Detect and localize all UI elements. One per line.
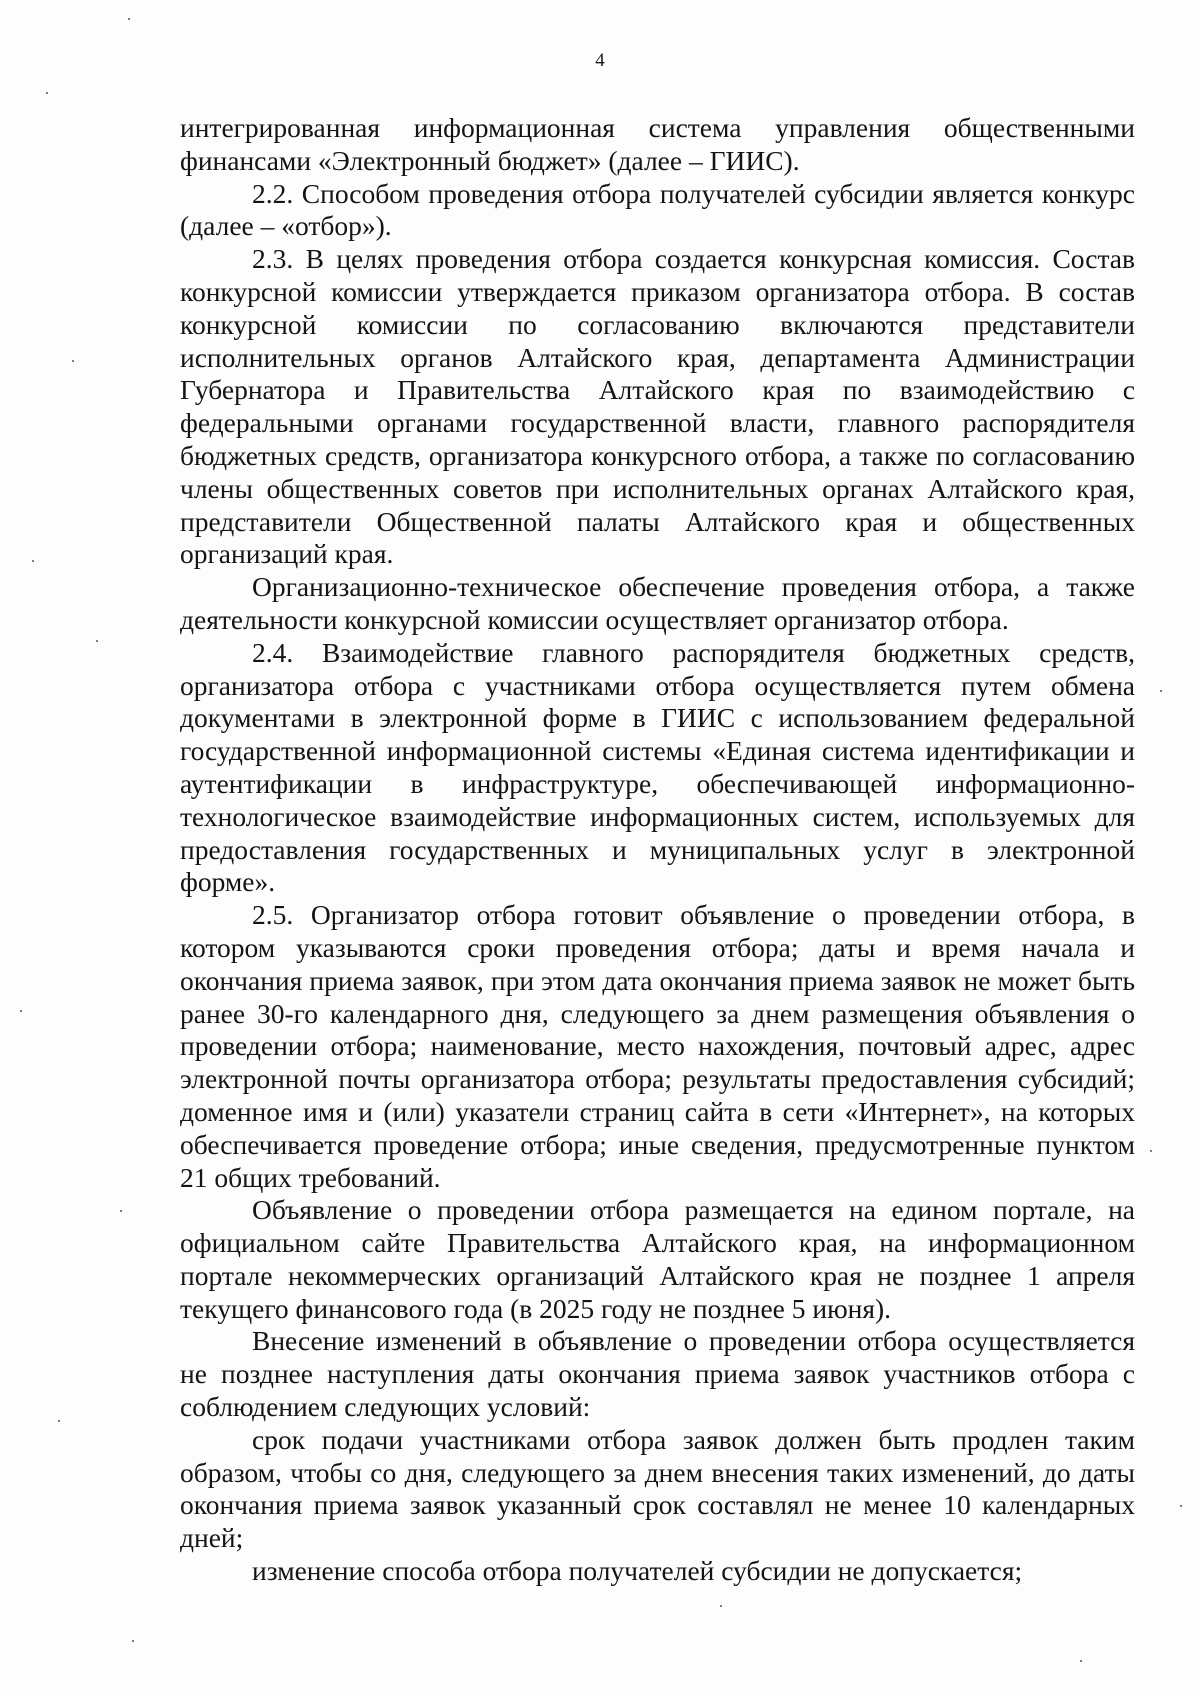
scan-speck bbox=[1160, 690, 1162, 692]
paragraph-2-2: 2.2. Способом проведения отбора получателей субсидии является конкурс (далее – «отбор»). bbox=[180, 177, 1135, 242]
paragraph-2-3: 2.3. В целях проведения отбора создается конкурсная комиссия. Состав конкурсной комиссии утверждается приказом организатора отбора. В состав конкурсной комиссии по согласованию включаются представители исполнительных органов Алтайского края, департамента Администрации Губернатора и Правительства Алтайского края по взаимодействию с федеральными органами государственной власти, главного распорядителя бюджетных средств, организатора конкурсного отбора, а также по согласованию члены общественных советов при исполнительных органах Алтайского края, представители Общественной палаты Алтайского края и общественных организаций края. bbox=[180, 243, 1135, 570]
paragraph-announcement-placement: Объявление о проведении отбора размещается на едином портале, на официальном сайте Правительства Алтайского края, на информационном портале некоммерческих организаций Алтайского края не позднее 1 апреля текущего финансового года (в 2025 году не позднее 5 июня). bbox=[180, 1194, 1135, 1324]
paragraph-deadline-extension: срок подачи участниками отбора заявок должен быть продлен таким образом, чтобы со дня, следующего за днем внесения таких изменений, до даты окончания приема заявок указанный срок составлял не менее 10 календарных дней; bbox=[180, 1423, 1135, 1554]
scan-speck bbox=[46, 92, 48, 94]
scan-speck bbox=[96, 640, 98, 642]
paragraph-method-change: изменение способа отбора получателей субсидии не допускается; bbox=[252, 1555, 1023, 1587]
paragraph-giis-definition: интегрированная информационная система управления общественными финансами «Электронный бюджет» (далее – ГИИС). bbox=[180, 112, 1135, 176]
scan-speck bbox=[20, 1010, 22, 1012]
paragraph-2-5: 2.5. Организатор отбора готовит объявление о проведении отбора, в котором указываются сроки проведения отбора; даты и время начала и окончания приема заявок, при этом дата окончания приема заявок не может быть ранее 30-го календарного дня, следующего за днем размещения объявления о проведении отбора; наименование, место нахождения, почтовый адрес, адрес электронной почты организатора отбора; результаты предоставления субсидий; доменное имя и (или) указатели страниц сайта в сети «Интернет», на которых обеспечивается проведение отбора; иные сведения, предусмотренные пунктом 21 общих требований. bbox=[180, 899, 1135, 1193]
document-body bbox=[180, 112, 1135, 1588]
scan-speck bbox=[58, 1420, 60, 1422]
paragraph-announcement-changes: Внесение изменений в объявление о проведении отбора осуществляется не позднее наступления даты окончания приема заявок участников отбора с соблюдением следующих условий: bbox=[180, 1325, 1135, 1423]
scan-speck bbox=[132, 1640, 134, 1642]
scan-speck bbox=[1150, 1150, 1152, 1152]
scan-speck bbox=[32, 560, 34, 562]
scan-speck bbox=[1080, 1660, 1082, 1662]
paragraph-organizational-support: Организационно-техническое обеспечение проведения отбора, а также деятельности конкурсной комиссии осуществляет организатор отбора. bbox=[180, 571, 1135, 635]
scan-speck bbox=[120, 1210, 122, 1212]
scan-speck bbox=[128, 18, 130, 20]
paragraph-2-4: 2.4. Взаимодействие главного распорядителя бюджетных средств, организатора отбора с участниками отбора осуществляется путем обмена документами в электронной форме в ГИИС с использованием федеральной государственной информационной системы «Единая система идентификации и аутентификации в инфраструктуре, обеспечивающей информационно-технологическое взаимодействие информационных систем, используемых для предоставления государственных и муниципальных услуг в электронной форме». bbox=[180, 636, 1135, 898]
scan-speck bbox=[1180, 1505, 1182, 1507]
page-number: 4 bbox=[595, 50, 605, 71]
scan-speck bbox=[72, 360, 74, 362]
scan-speck bbox=[720, 1605, 722, 1607]
